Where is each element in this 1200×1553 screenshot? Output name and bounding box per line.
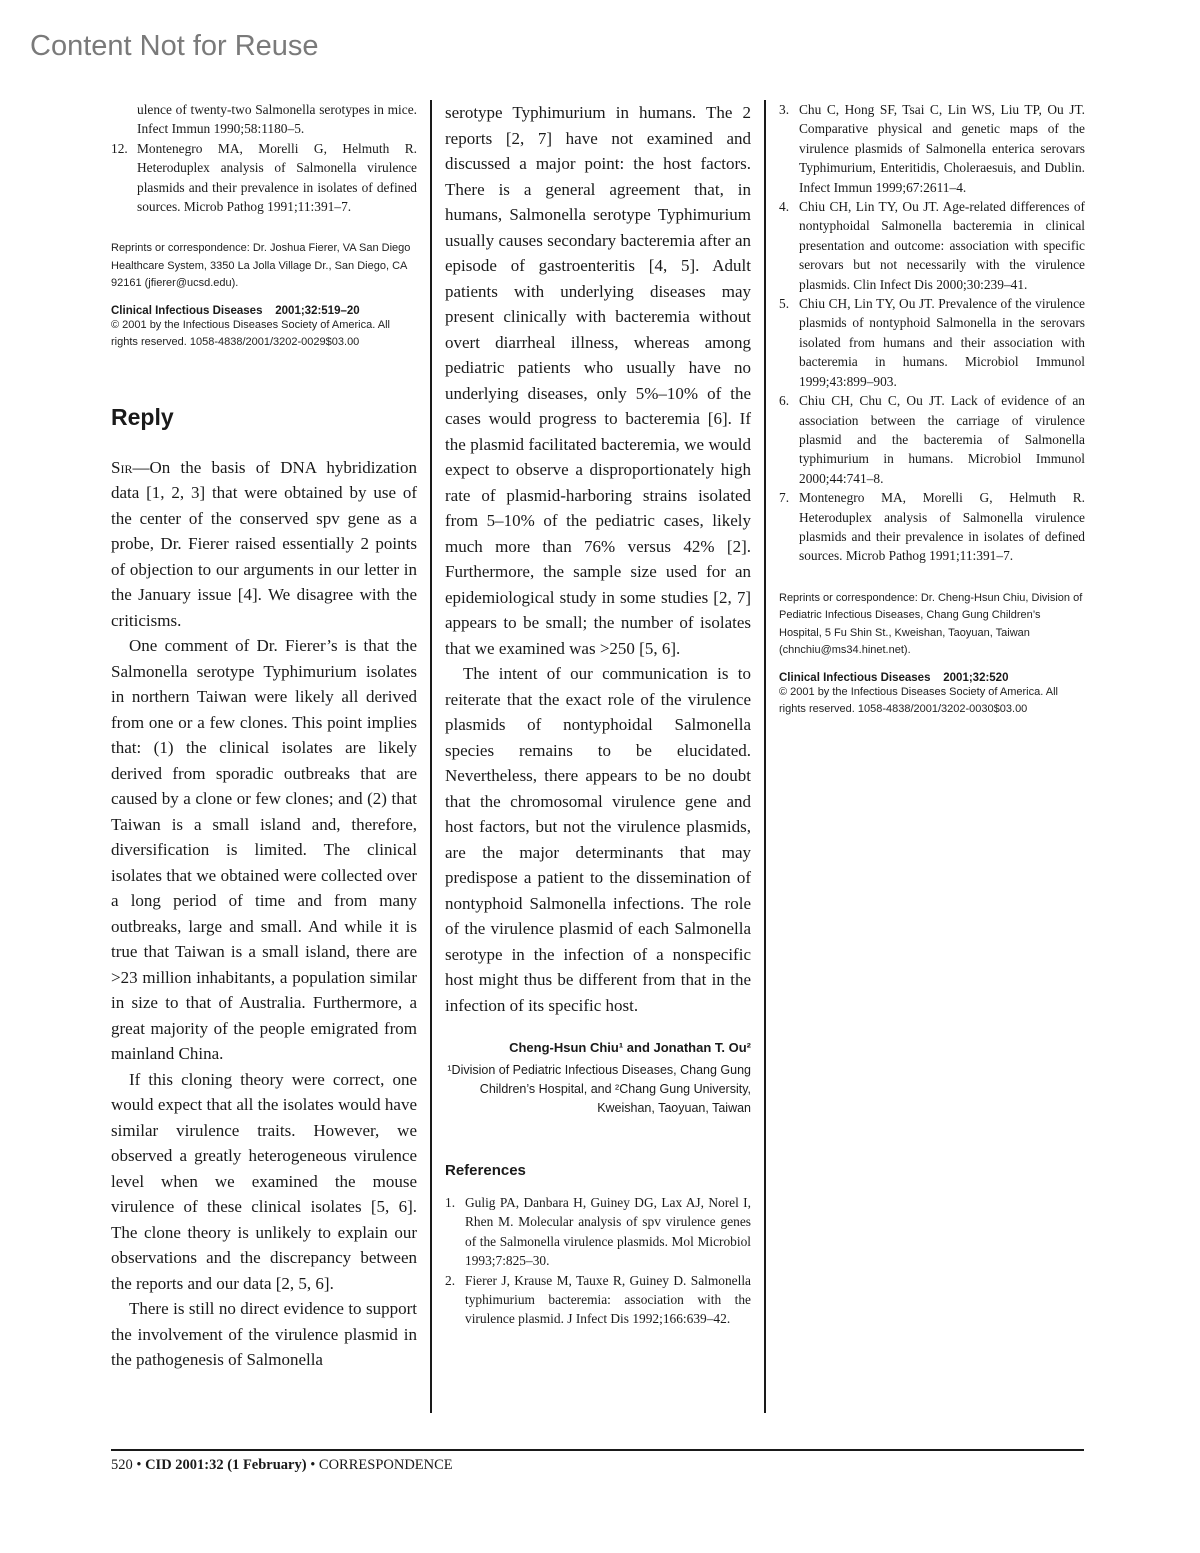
copyright-note: © 2001 by the Infectious Diseases Society of America. All rights reserved. 1058-4838/2001/3202-0030$03.00: [779, 685, 1058, 716]
page-footer: [111, 1457, 453, 1474]
footer-separator: •: [136, 1457, 142, 1473]
column-rule: [430, 100, 432, 1413]
reference-number: 1.: [445, 1195, 456, 1210]
author-affiliation: ¹Division of Pediatric Infectious Diseases, Chang Gung Children’s Hospital, and ²Chang Gung University, Kweishan, Taoyuan, Taiwan: [447, 1063, 751, 1115]
reference-2: [445, 1271, 751, 1329]
page-number: 520: [111, 1457, 133, 1473]
reference-text: Chiu CH, Lin TY, Ou JT. Age-related differences of nontyphoidal Salmonella bacteremia in clinical presentation and outcome: association with specific serovars but not necessarily with the virulence plasmids. Clin Infect Dis 2000;30:239–41.: [799, 199, 1085, 292]
reference-3: [779, 100, 1085, 197]
reference-number: 12.: [111, 140, 128, 156]
salutation: Sir: [111, 457, 133, 477]
references-heading: References: [445, 1162, 526, 1179]
footer-separator: •: [310, 1457, 316, 1473]
paragraph-text: —On the basis of DNA hybridization data [1, 2, 3] that were obtained by use of the center of the conserved spv gene as a probe, Dr. Fierer raised essentially 2 points of objection to our arguments in our letter in the January issue [4]. We disagree with the criticisms.: [111, 457, 417, 630]
citation-line: Clinical Infectious Diseases 2001;32:519–20: [111, 304, 360, 317]
reprints-note: Reprints or correspondence: Dr. Joshua Fierer, VA San Diego Healthcare System, 3350 La Jolla Village Dr., San Diego, CA 92161 (jfierer@ucsd.edu).: [111, 242, 411, 290]
column-rule: [764, 100, 766, 1413]
reference-5: [779, 294, 1085, 391]
author-signature: Cheng-Hsun Chiu¹ and Jonathan T. Ou²: [509, 1040, 751, 1055]
reference-1: [445, 1193, 751, 1271]
reference-text: Chiu CH, Chu C, Ou JT. Lack of evidence of an association between the carriage of virulence plasmid and the bacteremia of Salmonella typhimurium in humans. Microbiol Immunol 2000;44:741–8.: [799, 393, 1085, 486]
reference-text: Gulig PA, Danbara H, Guiney DG, Lax AJ, Norel I, Rhen M. Molecular analysis of spv virulence genes of the Salmonella virulence plasmids. Mol Microbiol 1993;7:825–30.: [465, 1195, 751, 1269]
reference-text: Chu C, Hong SF, Tsai C, Lin WS, Liu TP, Ou JT. Comparative physical and genetic maps of the virulence plasmids of Salmonella enterica serovars Typhimurium, Enteritidis, Choleraesuis, and Dublin. Infect Immun 1999;67:2611–4.: [799, 102, 1085, 195]
reference-7: [779, 488, 1085, 566]
journal-citation: CID 2001:32 (1 February): [145, 1457, 307, 1473]
column-2: [445, 100, 751, 1329]
footer-rule: [111, 1449, 1084, 1451]
section-name: CORRESPONDENCE: [318, 1457, 453, 1473]
reference-number: 5.: [779, 296, 790, 312]
paragraph: [111, 455, 417, 634]
paragraph: One comment of Dr. Fierer’s is that the Salmonella serotype Typhimurium isolates in northern Taiwan were likely all derived from one or a few clones. This point implies that: (1) the clinical isolates are likely derived from sporadic outbreaks that are caused by a clone or few clones; and (2) that Taiwan is a small island and, therefore, diversification is limited. The clinical isolates that we obtained were collected over a long period of time and from many outbreaks, large and small. And while it is true that Taiwan is a small island, there are >23 million inhabitants, a population similar in size to that of Australia. Furthermore, a great majority of the people emigrated from mainland China.: [111, 636, 417, 1064]
reference-number: 4.: [779, 199, 790, 215]
reprints-note: Reprints or correspondence: Dr. Cheng-Hsun Chiu, Division of Pediatric Infectious Diseases, Chang Gung Children’s Hospital, 5 Fu Shin St., Kweishan, Taoyuan, Taiwan (chnchiu@ms34.hinet.net).: [779, 591, 1083, 657]
reference-6: [779, 391, 1085, 488]
reference-12: [111, 139, 417, 217]
reference-text: Chiu CH, Lin TY, Ou JT. Prevalence of the virulence plasmids of nontyphoid Salmonella in the serovars isolated from humans and their association with bacteremia in humans. Microbiol Immunol 1999;43:899–903.: [799, 296, 1085, 389]
paragraph: The intent of our communication is to reiterate that the exact role of the virulence plasmids of nontyphoidal Salmonella species remains to be elucidated. Nevertheless, there appears to be no doubt that the chromosomal virulence gene and host factors, but not the virulence plasmids, are the major determinants that may predispose a patient to the dissemination of nontyphoid Salmonella infections. The role of the virulence plasmid of each Salmonella serotype in the infection of a nonspecific host might thus be different from that in the infection of its specific host.: [445, 664, 751, 1015]
reference-text: Montenegro MA, Morelli G, Helmuth R. Heteroduplex analysis of Salmonella virulence plasmids and their prevalence in isolates of defined sources. Microb Pathog 1991;11:391–7.: [137, 140, 417, 215]
reference-number: 6.: [779, 393, 790, 409]
paragraph: serotype Typhimurium in humans. The 2 reports [2, 7] have not examined and discussed a major point: the host factors. There is a general agreement that, in humans, Salmonella serotype Typhimurium usually causes secondary bacteremia after an episode of gastroenteritis [4, 5]. Adult patients with underlying diseases may present clinically with bacteremia without overt diarrheal illness, whereas among pediatric patients who usually have no underlying diseases, only 5%–10% of the cases would progress to bacteremia [6]. If the plasmid facilitated bacteremia, we would expect to observe a disproportionately high rate of plasmid-harboring strains isolated from 5–10% of the pediatric cases, likely much more than 76% versus 42% [2]. Furthermore, the sample size used for an epidemiological study in some studies [2, 7] appears to be small; the number of isolates that we examined was >250 [5, 6].: [445, 103, 751, 658]
reference-number: 2.: [445, 1272, 456, 1288]
citation-line: Clinical Infectious Diseases 2001;32:520: [779, 671, 1009, 684]
reference-number: 3.: [779, 102, 790, 117]
reference-4: [779, 197, 1085, 294]
reference-text: Fierer J, Krause M, Tauxe R, Guiney D. Salmonella typhimurium bacteremia: association with the virulence plasmid. J Infect Dis 1992;166:639–42.: [465, 1272, 751, 1327]
column-1: [111, 100, 417, 1373]
reference-text: Montenegro MA, Morelli G, Helmuth R. Heteroduplex analysis of Salmonella virulence plasmids and their prevalence in isolates of defined sources. Microb Pathog 1991;11:391–7.: [799, 490, 1085, 564]
reference-11-continuation: ulence of twenty-two Salmonella serotypes in mice. Infect Immun 1990;58:1180–5.: [137, 102, 417, 137]
reply-heading: Reply: [111, 403, 174, 430]
copyright-note: © 2001 by the Infectious Diseases Society of America. All rights reserved. 1058-4838/2001/3202-0029$03.00: [111, 318, 390, 349]
paragraph: If this cloning theory were correct, one would expect that all the isolates would have similar virulence traits. However, we observed a greatly heterogeneous virulence level when we examined the mouse virulence of these clinical isolates [5, 6]. The clone theory is unlikely to explain our observations and the discrepancy between the reports and our data [2, 5, 6].: [111, 1069, 417, 1293]
paragraph: There is still no direct evidence to support the involvement of the virulence plasmid in the pathogenesis of Salmonella: [111, 1299, 417, 1370]
column-3: [779, 100, 1085, 719]
reference-number: 7.: [779, 490, 790, 506]
watermark: Content Not for Reuse: [30, 30, 319, 62]
